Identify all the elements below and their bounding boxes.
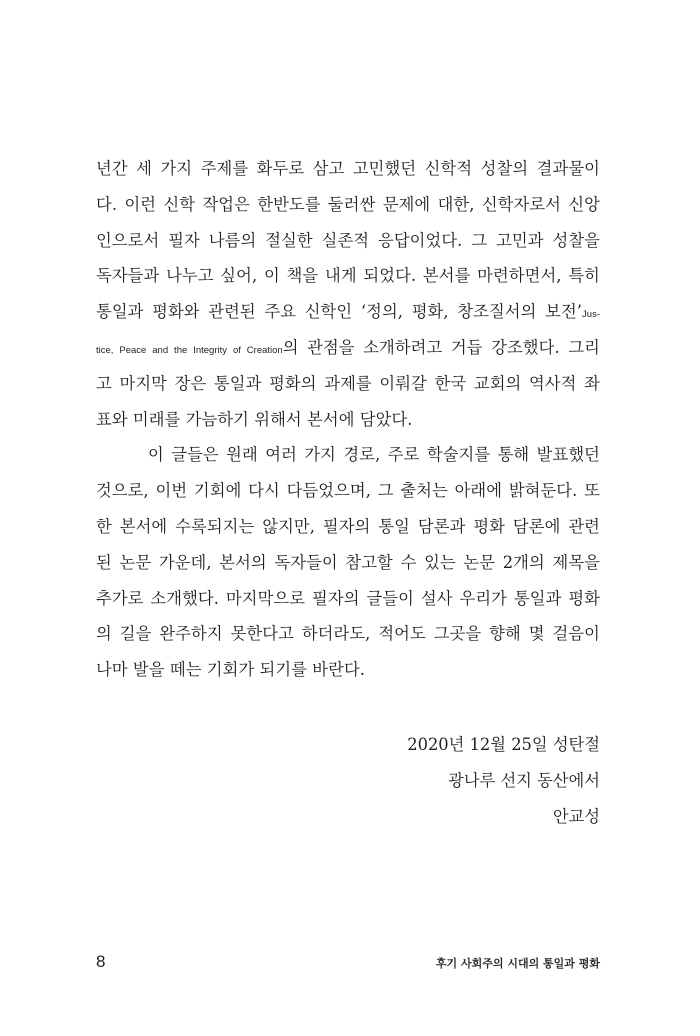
text-line	[96, 294, 600, 330]
text-line: 추가로 소개했다. 마지막으로 필자의 글들이 설사 우리가 통일과 평화	[96, 588, 600, 608]
text-line: 독자들과 나누고 싶어, 이 책을 내게 되었다. 본서를 마련하면서, 특히	[96, 266, 600, 286]
text-line: 년간 세 가지 주제를 화두로 삼고 고민했던 신학적 성찰의 결과물이	[96, 159, 600, 178]
signature-place: 광나루 선지 동산에서	[448, 771, 600, 790]
running-title: 후기 사회주의 시대의 통일과 평화	[435, 957, 600, 970]
text-line: 된 논문 가운데, 본서의 독자들이 참고할 수 있는 논문 2개의 제목을	[96, 552, 600, 572]
text-line: 의 길을 완주하지 못한다고 하더라도, 적어도 그곳을 향해 몇 걸음이	[96, 624, 600, 644]
text-line: 고 마지막 장은 통일과 평화의 과제를 이뤄갈 한국 교회의 역사적 좌	[96, 373, 600, 393]
english-term-part: Jus-	[582, 309, 600, 321]
text-line: 한 본서에 수록되지는 않지만, 필자의 통일 담론과 평화 담론에 관련	[96, 516, 600, 536]
signature-author: 안교성	[552, 807, 600, 826]
text-line: 인으로서 필자 나름의 절실한 실존적 응답이었다. 그 고민과 성찰을	[96, 230, 600, 250]
english-term-part: tice, Peace and the Integrity of Creation	[96, 344, 283, 356]
text-line: 것으로, 이번 기회에 다시 다듬었으며, 그 출처는 아래에 밝혀둔다. 또	[96, 481, 600, 501]
text-segment: 통일과 평화와 관련된 주요 신학인 ‘정의, 평화, 창조질서의 보전’	[96, 302, 583, 322]
text-line: 다. 이런 신학 작업은 한반도를 둘러싼 문제에 대한, 신학자로서 신앙	[96, 194, 600, 214]
page-number: 8	[96, 952, 106, 971]
text-line: 이 글들은 원래 여러 가지 경로, 주로 학술지를 통해 발표했던	[148, 445, 600, 465]
text-line: 표와 미래를 가늠하기 위해서 본서에 담았다.	[96, 409, 413, 429]
text-segment: 의 관점을 소개하려고 거듭 강조했다. 그리	[282, 337, 600, 357]
signature-date: 2020년 12월 25일 성탄절	[407, 735, 600, 754]
text-line	[96, 330, 600, 366]
body-text	[96, 151, 600, 688]
text-line: 나마 발을 떼는 기회가 되기를 바란다.	[96, 660, 366, 680]
